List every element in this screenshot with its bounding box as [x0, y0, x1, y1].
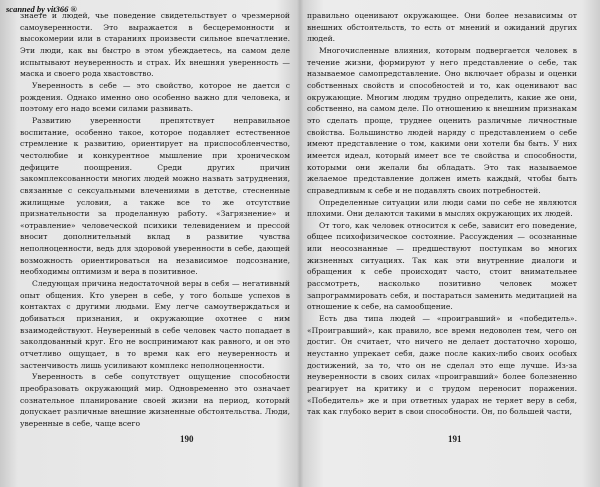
paragraph: Есть два типа людей — «проигравший» и «победитель». «Проигравший», как правило, все время недоволен тем, чего он достиг. Он считает, что ничего не делает достаточно хорошо, неустанно упрекает себя, даже после каких-либо своих особых достижений, за то, что он не сделал это еще лучше. Из-за неуверенности в своих силах «проигравший» более болезненно реагирует на критику и с трудом переносит поражения. «Победитель» же и при ответных ударах не теряет веру в себя, так как глубоко верит в свои способности. Он, по большей части, [307, 314, 577, 417]
page-number-right: 191 [448, 434, 462, 444]
left-page-text [20, 10, 290, 472]
paragraph: Развитию уверенности препятствует неправильное воспитание, особенно такое, которое подавляет естественное стремление к развитию, ориентирует на приспособленчество, честолюбие и конкурентное мышление при хроническом дефиците поощрения. Среди других причин закомплексованности многих людей можно назвать затруднения, связанные с сексуальными влечениями в детстве, стесненные жилищные условия, а также все то же отсутствие признательности за проделанную работу. «Загрязнение» и «отравление» человеческой психики телевидением и прессой вносит дополнительный вклад в развитие чувства неполноценности, ведь для здоровой уверенности в себе, дающей возможность ориентироваться на независимое подсознание, необходимы оптимизм и вера в позитивное. [20, 115, 290, 277]
paragraph: От того, как человек относится к себе, зависит его поведение, общее психофизическое состояние. Рассуждения — осознанные или неосознанные — предшествуют поступкам во многих жизненных ситуациях. Так как эти внутренние диалоги и обращения к себе происходят часто, стоит внимательнее рассмотреть, насколько позитивно человек может запрограммировать себя, и постараться заменить медитацией на отношение к себе, на самообщение. [307, 220, 577, 312]
paragraph: правильно оценивают окружающее. Они более независимы от внешних обстоятельств, то есть от мнений и ожиданий других людей. [307, 11, 577, 44]
paragraph: Определенные ситуации или люди сами по себе не являются плохими. Они делаются такими в мыслях окружающих их людей. [307, 197, 577, 219]
paragraph: Уверенность в себе — это свойство, которое не дается с рождения. Однако именно оно особенно важно для человека, и поэтому его надо всеми силами развивать. [20, 80, 290, 114]
paragraph: Уверенность в себе сопутствует ощущение способности преобразовать окружающий мир. Одновременно это означает сознательное планирование своей жизни на период, который допускает различные внешние жизненные обстоятельства. Люди, уверенные в себе, чаще всего [20, 372, 290, 428]
scan-watermark: scanned by vit366 ® [6, 4, 77, 14]
paragraph: знаете и людей, чье поведение свидетельствует о чрезмерной самоуверенности. Это выражается в бесцеремонности и высокомерии или в стараниях произвести сильное впечатление. Эти люди, как вы быстро в этом убеждаетесь, на самом деле испытывают неуверенность и страх. Их внешняя уверенность — маска и своего рода хвастовство. [20, 11, 290, 79]
page-number-left: 190 [180, 434, 194, 444]
paragraph: Многочисленные влияния, которым подвергается человек в течение жизни, формируют у него представление о себе, так называемое самопредставление. Оно включает образы и оценки собственных свойств и способностей и то, как оценивают вас окружающие. Многим людям трудно определить, какие же они, собственно, на самом деле. По отношению к внешним признакам это сделать проще, труднее оценить различные личностные свойства. Большинство людей наряду с представлением о себе имеют представление о том, какими они хотели бы быть. У них имеется идеал, который имеет все те свойства и способности, которыми они желали бы обладать. Это так называемое желаемое представление должен иметь каждый, чтобы быть справедливым к себе и не подавлять своих потребностей. [307, 45, 577, 195]
paragraph: Следующая причина недостаточной веры в себя — негативный опыт общения. Кто уверен в себе, у того больше успехов в контактах с другими людьми. Ему легче самоутверждаться и добиваться признания, и окружающие охотнее с ним взаимодействуют. Неуверенный в себе человек часто попадает в заколдованный круг. Его не воспринимают как равного, и он это отчетливо ощущает, в то время как его неуверенность и застенчивость лишь усиливают комплекс неполноценности. [20, 279, 290, 370]
right-page-text [307, 10, 577, 472]
